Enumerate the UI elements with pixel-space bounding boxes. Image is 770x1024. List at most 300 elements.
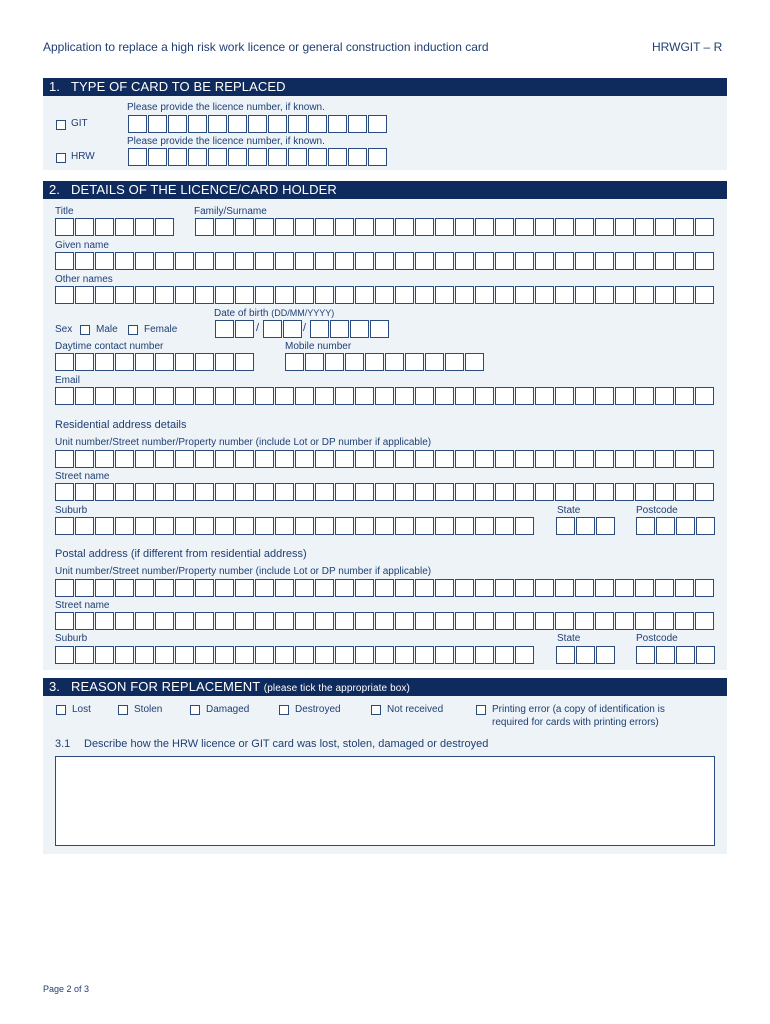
residential-suburb-boxes[interactable] xyxy=(55,517,535,535)
char-box[interactable] xyxy=(455,612,474,630)
char-box[interactable] xyxy=(555,612,574,630)
char-box[interactable] xyxy=(555,252,574,270)
char-box[interactable] xyxy=(405,353,424,371)
char-box[interactable] xyxy=(555,286,574,304)
char-box[interactable] xyxy=(55,517,74,535)
char-box[interactable] xyxy=(395,517,414,535)
char-box[interactable] xyxy=(595,286,614,304)
char-box[interactable] xyxy=(155,218,174,236)
char-box[interactable] xyxy=(455,450,474,468)
char-box[interactable] xyxy=(235,218,254,236)
char-box[interactable] xyxy=(455,579,474,597)
char-box[interactable] xyxy=(95,612,114,630)
char-box[interactable] xyxy=(675,387,694,405)
char-box[interactable] xyxy=(535,252,554,270)
reason-lost-checkbox[interactable] xyxy=(56,705,66,715)
char-box[interactable] xyxy=(555,387,574,405)
char-box[interactable] xyxy=(235,252,254,270)
char-box[interactable] xyxy=(655,612,674,630)
char-box[interactable] xyxy=(148,148,167,166)
char-box[interactable] xyxy=(235,320,254,338)
residential-postcode-boxes[interactable] xyxy=(636,517,716,535)
char-box[interactable] xyxy=(576,517,595,535)
char-box[interactable] xyxy=(75,612,94,630)
char-box[interactable] xyxy=(515,579,534,597)
char-box[interactable] xyxy=(465,353,484,371)
char-box[interactable] xyxy=(135,483,154,501)
char-box[interactable] xyxy=(55,579,74,597)
char-box[interactable] xyxy=(355,450,374,468)
char-box[interactable] xyxy=(175,387,194,405)
char-box[interactable] xyxy=(695,252,714,270)
char-box[interactable] xyxy=(655,450,674,468)
char-box[interactable] xyxy=(695,450,714,468)
char-box[interactable] xyxy=(515,252,534,270)
char-box[interactable] xyxy=(695,483,714,501)
char-box[interactable] xyxy=(155,646,174,664)
char-box[interactable] xyxy=(235,612,254,630)
char-box[interactable] xyxy=(115,579,134,597)
char-box[interactable] xyxy=(228,115,247,133)
char-box[interactable] xyxy=(283,320,302,338)
reason-description-textarea[interactable] xyxy=(55,756,715,846)
char-box[interactable] xyxy=(615,252,634,270)
char-box[interactable] xyxy=(175,353,194,371)
char-box[interactable] xyxy=(168,115,187,133)
char-box[interactable] xyxy=(395,646,414,664)
char-box[interactable] xyxy=(255,517,274,535)
char-box[interactable] xyxy=(275,612,294,630)
char-box[interactable] xyxy=(195,450,214,468)
other-names-boxes[interactable] xyxy=(55,286,715,304)
hrw-checkbox[interactable] xyxy=(56,153,66,163)
char-box[interactable] xyxy=(370,320,389,338)
char-box[interactable] xyxy=(368,148,387,166)
char-box[interactable] xyxy=(285,353,304,371)
char-box[interactable] xyxy=(355,286,374,304)
char-box[interactable] xyxy=(168,148,187,166)
char-box[interactable] xyxy=(475,483,494,501)
postal-street-boxes[interactable] xyxy=(55,612,715,630)
char-box[interactable] xyxy=(375,450,394,468)
char-box[interactable] xyxy=(695,218,714,236)
char-box[interactable] xyxy=(535,579,554,597)
char-box[interactable] xyxy=(495,517,514,535)
char-box[interactable] xyxy=(55,252,74,270)
char-box[interactable] xyxy=(635,483,654,501)
char-box[interactable] xyxy=(375,387,394,405)
hrw-licence-number-boxes[interactable] xyxy=(128,148,388,166)
char-box[interactable] xyxy=(555,218,574,236)
char-box[interactable] xyxy=(655,218,674,236)
char-box[interactable] xyxy=(335,612,354,630)
char-box[interactable] xyxy=(295,450,314,468)
char-box[interactable] xyxy=(635,450,654,468)
char-box[interactable] xyxy=(295,218,314,236)
char-box[interactable] xyxy=(195,646,214,664)
char-box[interactable] xyxy=(495,450,514,468)
char-box[interactable] xyxy=(135,252,154,270)
char-box[interactable] xyxy=(415,646,434,664)
char-box[interactable] xyxy=(475,450,494,468)
char-box[interactable] xyxy=(115,483,134,501)
char-box[interactable] xyxy=(295,387,314,405)
char-box[interactable] xyxy=(195,218,214,236)
char-box[interactable] xyxy=(175,252,194,270)
email-boxes[interactable] xyxy=(55,387,715,405)
char-box[interactable] xyxy=(635,579,654,597)
char-box[interactable] xyxy=(95,579,114,597)
char-box[interactable] xyxy=(475,387,494,405)
char-box[interactable] xyxy=(175,450,194,468)
char-box[interactable] xyxy=(135,579,154,597)
char-box[interactable] xyxy=(215,450,234,468)
char-box[interactable] xyxy=(355,612,374,630)
char-box[interactable] xyxy=(435,483,454,501)
char-box[interactable] xyxy=(75,353,94,371)
char-box[interactable] xyxy=(435,646,454,664)
char-box[interactable] xyxy=(675,450,694,468)
char-box[interactable] xyxy=(635,387,654,405)
char-box[interactable] xyxy=(355,646,374,664)
char-box[interactable] xyxy=(455,483,474,501)
char-box[interactable] xyxy=(315,612,334,630)
mobile-number-boxes[interactable] xyxy=(285,353,485,371)
char-box[interactable] xyxy=(415,612,434,630)
char-box[interactable] xyxy=(215,612,234,630)
char-box[interactable] xyxy=(555,579,574,597)
char-box[interactable] xyxy=(435,218,454,236)
reason-damaged-checkbox[interactable] xyxy=(190,705,200,715)
char-box[interactable] xyxy=(255,450,274,468)
char-box[interactable] xyxy=(55,483,74,501)
char-box[interactable] xyxy=(215,483,234,501)
char-box[interactable] xyxy=(535,450,554,468)
char-box[interactable] xyxy=(95,517,114,535)
char-box[interactable] xyxy=(635,612,654,630)
char-box[interactable] xyxy=(395,286,414,304)
char-box[interactable] xyxy=(268,148,287,166)
char-box[interactable] xyxy=(595,579,614,597)
char-box[interactable] xyxy=(596,646,615,664)
char-box[interactable] xyxy=(275,450,294,468)
char-box[interactable] xyxy=(676,646,695,664)
char-box[interactable] xyxy=(475,218,494,236)
char-box[interactable] xyxy=(148,115,167,133)
char-box[interactable] xyxy=(215,286,234,304)
char-box[interactable] xyxy=(335,286,354,304)
daytime-number-boxes[interactable] xyxy=(55,353,255,371)
char-box[interactable] xyxy=(675,218,694,236)
char-box[interactable] xyxy=(215,252,234,270)
char-box[interactable] xyxy=(315,218,334,236)
char-box[interactable] xyxy=(135,612,154,630)
char-box[interactable] xyxy=(375,612,394,630)
char-box[interactable] xyxy=(95,387,114,405)
char-box[interactable] xyxy=(315,387,334,405)
char-box[interactable] xyxy=(415,450,434,468)
char-box[interactable] xyxy=(195,252,214,270)
char-box[interactable] xyxy=(395,612,414,630)
char-box[interactable] xyxy=(355,252,374,270)
char-box[interactable] xyxy=(675,286,694,304)
char-box[interactable] xyxy=(305,353,324,371)
char-box[interactable] xyxy=(495,646,514,664)
char-box[interactable] xyxy=(435,450,454,468)
char-box[interactable] xyxy=(696,517,715,535)
char-box[interactable] xyxy=(235,286,254,304)
char-box[interactable] xyxy=(115,612,134,630)
char-box[interactable] xyxy=(235,646,254,664)
char-box[interactable] xyxy=(375,252,394,270)
char-box[interactable] xyxy=(515,646,534,664)
char-box[interactable] xyxy=(325,353,344,371)
char-box[interactable] xyxy=(355,218,374,236)
char-box[interactable] xyxy=(415,483,434,501)
char-box[interactable] xyxy=(215,320,234,338)
char-box[interactable] xyxy=(215,646,234,664)
char-box[interactable] xyxy=(315,517,334,535)
char-box[interactable] xyxy=(455,286,474,304)
char-box[interactable] xyxy=(575,483,594,501)
char-box[interactable] xyxy=(155,612,174,630)
char-box[interactable] xyxy=(395,387,414,405)
char-box[interactable] xyxy=(615,387,634,405)
char-box[interactable] xyxy=(335,517,354,535)
char-box[interactable] xyxy=(375,218,394,236)
char-box[interactable] xyxy=(128,148,147,166)
char-box[interactable] xyxy=(556,517,575,535)
char-box[interactable] xyxy=(575,286,594,304)
char-box[interactable] xyxy=(435,517,454,535)
char-box[interactable] xyxy=(175,612,194,630)
char-box[interactable] xyxy=(596,517,615,535)
char-box[interactable] xyxy=(115,646,134,664)
char-box[interactable] xyxy=(415,218,434,236)
char-box[interactable] xyxy=(615,286,634,304)
char-box[interactable] xyxy=(435,286,454,304)
char-box[interactable] xyxy=(275,579,294,597)
char-box[interactable] xyxy=(695,579,714,597)
char-box[interactable] xyxy=(345,353,364,371)
char-box[interactable] xyxy=(455,517,474,535)
char-box[interactable] xyxy=(310,320,329,338)
char-box[interactable] xyxy=(455,387,474,405)
git-checkbox[interactable] xyxy=(56,120,66,130)
git-licence-number-boxes[interactable] xyxy=(128,115,388,133)
char-box[interactable] xyxy=(315,646,334,664)
char-box[interactable] xyxy=(295,612,314,630)
char-box[interactable] xyxy=(248,148,267,166)
char-box[interactable] xyxy=(495,286,514,304)
reason-destroyed-checkbox[interactable] xyxy=(279,705,289,715)
char-box[interactable] xyxy=(445,353,464,371)
char-box[interactable] xyxy=(655,483,674,501)
char-box[interactable] xyxy=(208,115,227,133)
char-box[interactable] xyxy=(515,612,534,630)
char-box[interactable] xyxy=(135,353,154,371)
char-box[interactable] xyxy=(235,353,254,371)
char-box[interactable] xyxy=(455,252,474,270)
char-box[interactable] xyxy=(335,218,354,236)
char-box[interactable] xyxy=(435,252,454,270)
char-box[interactable] xyxy=(555,483,574,501)
residential-street-boxes[interactable] xyxy=(55,483,715,501)
char-box[interactable] xyxy=(495,579,514,597)
char-box[interactable] xyxy=(575,612,594,630)
char-box[interactable] xyxy=(328,115,347,133)
char-box[interactable] xyxy=(175,646,194,664)
char-box[interactable] xyxy=(475,517,494,535)
surname-boxes[interactable] xyxy=(195,218,715,236)
char-box[interactable] xyxy=(175,517,194,535)
char-box[interactable] xyxy=(115,286,134,304)
reason-printing-error-checkbox[interactable] xyxy=(476,705,486,715)
char-box[interactable] xyxy=(55,387,74,405)
char-box[interactable] xyxy=(495,483,514,501)
char-box[interactable] xyxy=(556,646,575,664)
char-box[interactable] xyxy=(75,450,94,468)
char-box[interactable] xyxy=(328,148,347,166)
char-box[interactable] xyxy=(335,450,354,468)
char-box[interactable] xyxy=(475,579,494,597)
char-box[interactable] xyxy=(435,612,454,630)
char-box[interactable] xyxy=(515,286,534,304)
postal-suburb-boxes[interactable] xyxy=(55,646,535,664)
char-box[interactable] xyxy=(655,252,674,270)
char-box[interactable] xyxy=(655,387,674,405)
char-box[interactable] xyxy=(195,612,214,630)
char-box[interactable] xyxy=(95,353,114,371)
char-box[interactable] xyxy=(515,450,534,468)
char-box[interactable] xyxy=(515,218,534,236)
char-box[interactable] xyxy=(615,612,634,630)
char-box[interactable] xyxy=(350,320,369,338)
char-box[interactable] xyxy=(675,483,694,501)
char-box[interactable] xyxy=(75,517,94,535)
char-box[interactable] xyxy=(315,286,334,304)
reason-stolen-checkbox[interactable] xyxy=(118,705,128,715)
char-box[interactable] xyxy=(475,286,494,304)
char-box[interactable] xyxy=(155,353,174,371)
char-box[interactable] xyxy=(255,252,274,270)
char-box[interactable] xyxy=(595,218,614,236)
char-box[interactable] xyxy=(95,646,114,664)
char-box[interactable] xyxy=(355,579,374,597)
char-box[interactable] xyxy=(615,483,634,501)
char-box[interactable] xyxy=(288,115,307,133)
char-box[interactable] xyxy=(75,252,94,270)
char-box[interactable] xyxy=(195,483,214,501)
char-box[interactable] xyxy=(636,517,655,535)
char-box[interactable] xyxy=(535,286,554,304)
char-box[interactable] xyxy=(575,579,594,597)
char-box[interactable] xyxy=(95,450,114,468)
char-box[interactable] xyxy=(695,612,714,630)
char-box[interactable] xyxy=(615,579,634,597)
char-box[interactable] xyxy=(348,148,367,166)
postal-unit-boxes[interactable] xyxy=(55,579,715,597)
char-box[interactable] xyxy=(575,450,594,468)
char-box[interactable] xyxy=(375,517,394,535)
char-box[interactable] xyxy=(635,286,654,304)
char-box[interactable] xyxy=(155,517,174,535)
char-box[interactable] xyxy=(535,218,554,236)
char-box[interactable] xyxy=(255,579,274,597)
male-checkbox[interactable] xyxy=(80,325,90,335)
dob-month-boxes[interactable] xyxy=(263,320,303,338)
char-box[interactable] xyxy=(415,252,434,270)
char-box[interactable] xyxy=(348,115,367,133)
char-box[interactable] xyxy=(655,579,674,597)
char-box[interactable] xyxy=(335,646,354,664)
char-box[interactable] xyxy=(315,450,334,468)
char-box[interactable] xyxy=(315,579,334,597)
char-box[interactable] xyxy=(275,387,294,405)
char-box[interactable] xyxy=(75,218,94,236)
char-box[interactable] xyxy=(95,252,114,270)
char-box[interactable] xyxy=(215,218,234,236)
char-box[interactable] xyxy=(255,218,274,236)
char-box[interactable] xyxy=(175,483,194,501)
char-box[interactable] xyxy=(415,286,434,304)
char-box[interactable] xyxy=(635,252,654,270)
char-box[interactable] xyxy=(135,286,154,304)
char-box[interactable] xyxy=(263,320,282,338)
char-box[interactable] xyxy=(675,612,694,630)
char-box[interactable] xyxy=(195,579,214,597)
char-box[interactable] xyxy=(155,579,174,597)
char-box[interactable] xyxy=(515,387,534,405)
title-boxes[interactable] xyxy=(55,218,175,236)
char-box[interactable] xyxy=(295,517,314,535)
char-box[interactable] xyxy=(235,579,254,597)
char-box[interactable] xyxy=(275,252,294,270)
char-box[interactable] xyxy=(675,252,694,270)
char-box[interactable] xyxy=(135,646,154,664)
char-box[interactable] xyxy=(248,115,267,133)
char-box[interactable] xyxy=(55,450,74,468)
char-box[interactable] xyxy=(308,115,327,133)
char-box[interactable] xyxy=(268,115,287,133)
char-box[interactable] xyxy=(576,646,595,664)
char-box[interactable] xyxy=(515,517,534,535)
char-box[interactable] xyxy=(615,450,634,468)
char-box[interactable] xyxy=(375,286,394,304)
char-box[interactable] xyxy=(195,387,214,405)
residential-state-boxes[interactable] xyxy=(556,517,616,535)
char-box[interactable] xyxy=(455,218,474,236)
dob-day-boxes[interactable] xyxy=(215,320,255,338)
char-box[interactable] xyxy=(595,252,614,270)
char-box[interactable] xyxy=(175,579,194,597)
char-box[interactable] xyxy=(275,218,294,236)
residential-unit-boxes[interactable] xyxy=(55,450,715,468)
char-box[interactable] xyxy=(95,286,114,304)
char-box[interactable] xyxy=(475,646,494,664)
char-box[interactable] xyxy=(695,286,714,304)
char-box[interactable] xyxy=(395,450,414,468)
char-box[interactable] xyxy=(335,483,354,501)
char-box[interactable] xyxy=(155,387,174,405)
char-box[interactable] xyxy=(188,115,207,133)
char-box[interactable] xyxy=(315,252,334,270)
char-box[interactable] xyxy=(135,450,154,468)
char-box[interactable] xyxy=(295,483,314,501)
char-box[interactable] xyxy=(355,517,374,535)
char-box[interactable] xyxy=(215,353,234,371)
char-box[interactable] xyxy=(335,387,354,405)
